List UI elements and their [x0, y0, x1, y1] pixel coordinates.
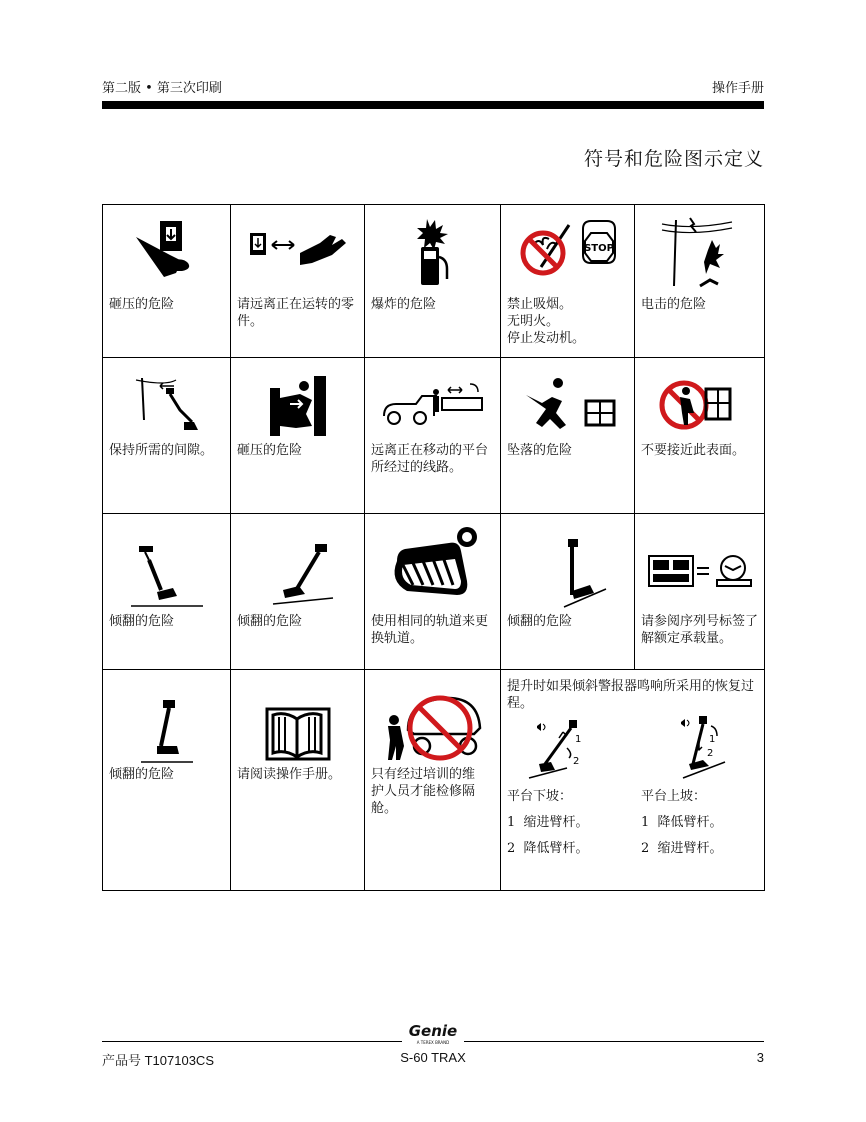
symbol-label: 请参阅序列号标签了解额定承载量。	[641, 614, 759, 646]
symbol-label: 倾翻的危险	[109, 767, 175, 782]
crush-hand-icon	[103, 211, 230, 293]
no-entry-hood-icon	[365, 688, 500, 770]
symbol-cell	[103, 670, 231, 891]
symbol-label: 砸压的危险	[109, 297, 175, 312]
svg-text:1: 1	[575, 734, 582, 745]
symbol-cell	[365, 514, 501, 670]
tip-over-icon	[103, 534, 230, 616]
symbol-cell	[635, 514, 765, 670]
symbol-label: 坠落的危险	[507, 443, 573, 458]
downhill-step: 1 缩进臂杆。	[507, 815, 589, 830]
symbol-label: 倾翻的危险	[109, 614, 175, 629]
symbol-label: 不要接近此表面。	[641, 443, 746, 458]
svg-text:1: 1	[709, 734, 716, 745]
symbol-cell	[231, 205, 365, 358]
tip-over-lift-icon	[103, 690, 230, 772]
footer-rule-left	[102, 1041, 402, 1042]
header-right: 操作手册	[711, 81, 764, 96]
symbol-label: 远离正在移动的平台所经过的线路。	[371, 443, 489, 475]
clearance-icon	[103, 364, 230, 446]
uphill-heading: 平台上坡：	[641, 789, 707, 804]
uphill-step: 2 缩进臂杆。	[641, 841, 723, 856]
symbol-cell	[103, 514, 231, 670]
downhill-step: 2 降低臂杆。	[507, 841, 589, 856]
symbol-cell	[501, 358, 635, 514]
symbol-label: 使用相同的轨道来更换轨道。	[371, 614, 489, 646]
symbol-cell	[365, 205, 501, 358]
crush-body-icon	[231, 364, 364, 446]
no-approach-icon	[635, 364, 764, 446]
symbol-table	[102, 204, 765, 891]
recovery-title: 提升时如果倾斜警报器鸣响所采用的恢复过程。	[507, 679, 755, 711]
explosion-icon	[365, 211, 500, 293]
symbol-label: 请远离正在运转的零件。	[237, 297, 355, 329]
symbol-cell	[231, 514, 365, 670]
svg-text:2: 2	[707, 748, 714, 759]
manual-book-icon	[231, 692, 364, 774]
uphill-step: 1 降低臂杆。	[641, 815, 723, 830]
symbol-cell	[501, 205, 635, 358]
symbol-label: 倾翻的危险	[237, 614, 303, 629]
symbol-label: 倾翻的危险	[507, 614, 573, 629]
symbol-cell	[103, 358, 231, 514]
symbol-label: 请阅读操作手册。	[237, 767, 342, 782]
footer-rule-right	[464, 1041, 764, 1042]
symbol-cell	[103, 205, 231, 358]
fall-hazard-icon	[501, 364, 634, 446]
genie-logo: Genie	[408, 1022, 458, 1040]
symbol-label: 砸压的危险	[237, 443, 303, 458]
svg-text:STOP: STOP	[583, 243, 614, 254]
serial-label-icon	[635, 530, 764, 612]
downhill-heading: 平台下坡：	[507, 789, 573, 804]
svg-text:2: 2	[573, 756, 580, 767]
page-number: 3	[756, 1050, 764, 1065]
footer-model: S-60 TRAX	[400, 1050, 466, 1065]
header-left: 第二版 • 第三次印刷	[102, 81, 222, 96]
recovery-cell	[501, 670, 765, 891]
symbol-label: 只有经过培训的维护人员才能检修隔舱。	[371, 767, 476, 816]
footer-part-number: 产品号 T107103CS	[102, 1053, 214, 1068]
tip-over-slope-icon	[231, 534, 364, 616]
symbol-cell	[365, 358, 501, 514]
tip-over-incline-icon	[501, 532, 634, 614]
symbol-cell	[635, 205, 765, 358]
platform-path-icon	[365, 364, 500, 446]
logo-subtitle: A TEREX BRAND	[416, 1040, 450, 1045]
header-rule	[102, 101, 764, 109]
page-title: 符号和危险图示定义	[583, 148, 764, 170]
symbol-cell	[365, 670, 501, 891]
no-smoking-stop-icon	[501, 211, 634, 293]
recovery-uphill	[641, 788, 723, 866]
symbol-cell	[501, 514, 635, 670]
moving-parts-icon	[231, 211, 364, 293]
recovery-downhill	[507, 788, 589, 866]
symbol-label: 保持所需的间隙。	[109, 443, 214, 458]
recovery-uphill-icon	[669, 714, 739, 786]
track-replace-icon	[365, 522, 500, 604]
symbol-label: 禁止吸烟。 无明火。 停止发动机。	[507, 297, 586, 346]
symbol-cell	[231, 670, 365, 891]
symbol-cell	[231, 358, 365, 514]
electrocution-icon	[635, 211, 764, 293]
symbol-cell	[635, 358, 765, 514]
symbol-label: 电击的危险	[641, 297, 707, 312]
symbol-label: 爆炸的危险	[371, 297, 437, 312]
recovery-downhill-icon	[527, 718, 597, 788]
